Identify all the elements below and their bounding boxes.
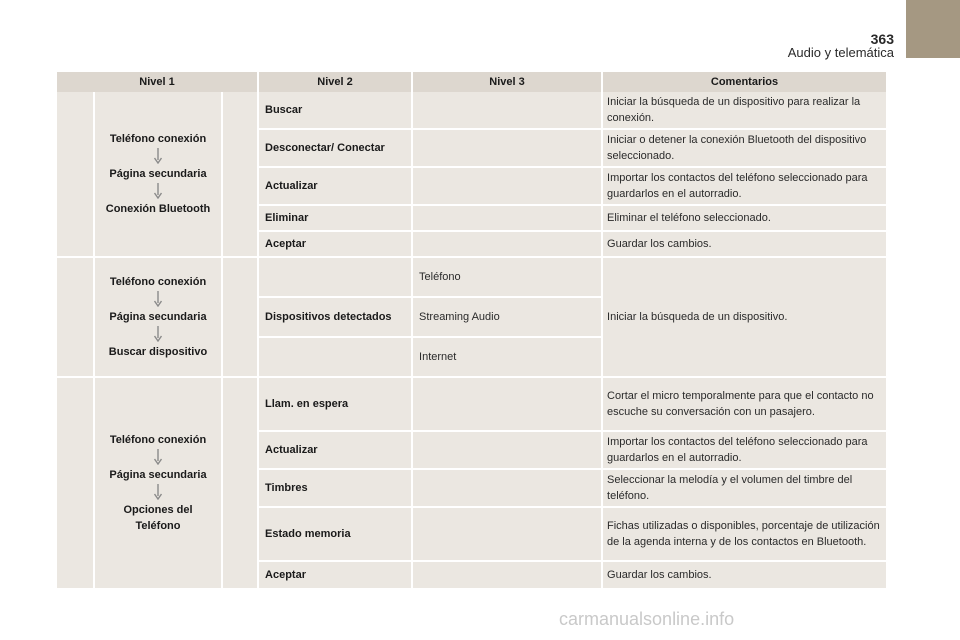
level2-cell: Timbres (259, 470, 413, 508)
path-step: Buscar dispositivo (108, 346, 208, 358)
table-row (57, 92, 886, 130)
path-step: Teléfono conexión (109, 133, 207, 145)
menu-table (57, 72, 886, 590)
level3-cell (413, 470, 603, 508)
level2-cell: Buscar (259, 92, 413, 130)
level2-cell: Aceptar (259, 562, 413, 590)
row-indent-cell (223, 378, 259, 590)
comment-cell: Importar los contactos del teléfono seleccionado para guardarlos en el autorradio. (603, 168, 886, 206)
level3-cell (413, 206, 603, 232)
header-nivel-1: Nivel 1 (57, 72, 259, 92)
comment-cell: Iniciar la búsqueda de un dispositivo. (603, 258, 886, 378)
table-header-row (57, 72, 886, 92)
header-nivel-2: Nivel 2 (259, 72, 413, 92)
arrow-down-icon (154, 484, 162, 500)
comment-cell: Eliminar el teléfono seleccionado. (603, 206, 886, 232)
level2-cell: Dispositivos detectados (259, 298, 413, 338)
arrow-down-icon (154, 148, 162, 164)
level2-cell: Actualizar (259, 432, 413, 470)
path-step: Opciones del Teléfono (123, 504, 193, 532)
level3-cell: Teléfono (413, 258, 603, 298)
comment-cell: Guardar los cambios. (603, 232, 886, 258)
corner-tab (906, 0, 960, 58)
path-step: Página secundaria (109, 469, 207, 481)
level3-cell: Streaming Audio (413, 298, 603, 338)
level3-cell (413, 508, 603, 562)
level3-cell (413, 130, 603, 168)
level3-cell (413, 562, 603, 590)
table-row (57, 378, 886, 432)
level1-path-search (95, 258, 223, 378)
level2-cell: Estado memoria (259, 508, 413, 562)
section-title: Audio y telemática (787, 45, 894, 60)
arrow-down-icon (154, 183, 162, 199)
comment-cell: Iniciar o detener la conexión Bluetooth del dispositivo seleccionado. (603, 130, 886, 168)
path-step: Teléfono conexión (109, 276, 207, 288)
row-indent-cell (223, 258, 259, 378)
path-step: Página secundaria (109, 311, 207, 323)
level2-empty-cell (259, 258, 413, 298)
level3-cell (413, 378, 603, 432)
row-indent-cell (57, 92, 95, 258)
comment-cell: Importar los contactos del teléfono seleccionado para guardarlos en el autorradio. (603, 432, 886, 470)
comment-cell: Fichas utilizadas o disponibles, porcentaje de utilización de la agenda interna y de los contactos en Bluetooth. (603, 508, 886, 562)
arrow-down-icon (154, 449, 162, 465)
level2-cell: Eliminar (259, 206, 413, 232)
level2-cell: Llam. en espera (259, 378, 413, 432)
table-row (57, 258, 886, 298)
level2-cell: Actualizar (259, 168, 413, 206)
level3-cell (413, 92, 603, 130)
comment-cell: Cortar el micro temporalmente para que el contacto no escuche su conversación con un pasajero. (603, 378, 886, 432)
header-nivel-3: Nivel 3 (413, 72, 603, 92)
level1-path-options (95, 378, 223, 590)
row-indent-cell (223, 92, 259, 258)
row-indent-cell (57, 258, 95, 378)
path-step: Teléfono conexión (109, 434, 207, 446)
header-comentarios: Comentarios (603, 72, 886, 92)
level2-cell: Aceptar (259, 232, 413, 258)
watermark-text: carmanualsonline.info (559, 609, 735, 629)
row-indent-cell (57, 378, 95, 590)
level2-empty-cell (259, 338, 413, 378)
level3-cell (413, 232, 603, 258)
level3-cell (413, 432, 603, 470)
path-step: Página secundaria (109, 168, 207, 180)
arrow-down-icon (154, 326, 162, 342)
page-number: 363 (870, 31, 894, 47)
arrow-down-icon (154, 291, 162, 307)
level3-cell (413, 168, 603, 206)
level1-path-bluetooth (95, 92, 223, 258)
comment-cell: Iniciar la búsqueda de un dispositivo para realizar la conexión. (603, 92, 886, 130)
level3-cell: Internet (413, 338, 603, 378)
level2-cell: Desconectar/ Conectar (259, 130, 413, 168)
comment-cell: Seleccionar la melodía y el volumen del timbre del teléfono. (603, 470, 886, 508)
comment-cell: Guardar los cambios. (603, 562, 886, 590)
path-step: Conexión Bluetooth (105, 203, 211, 215)
